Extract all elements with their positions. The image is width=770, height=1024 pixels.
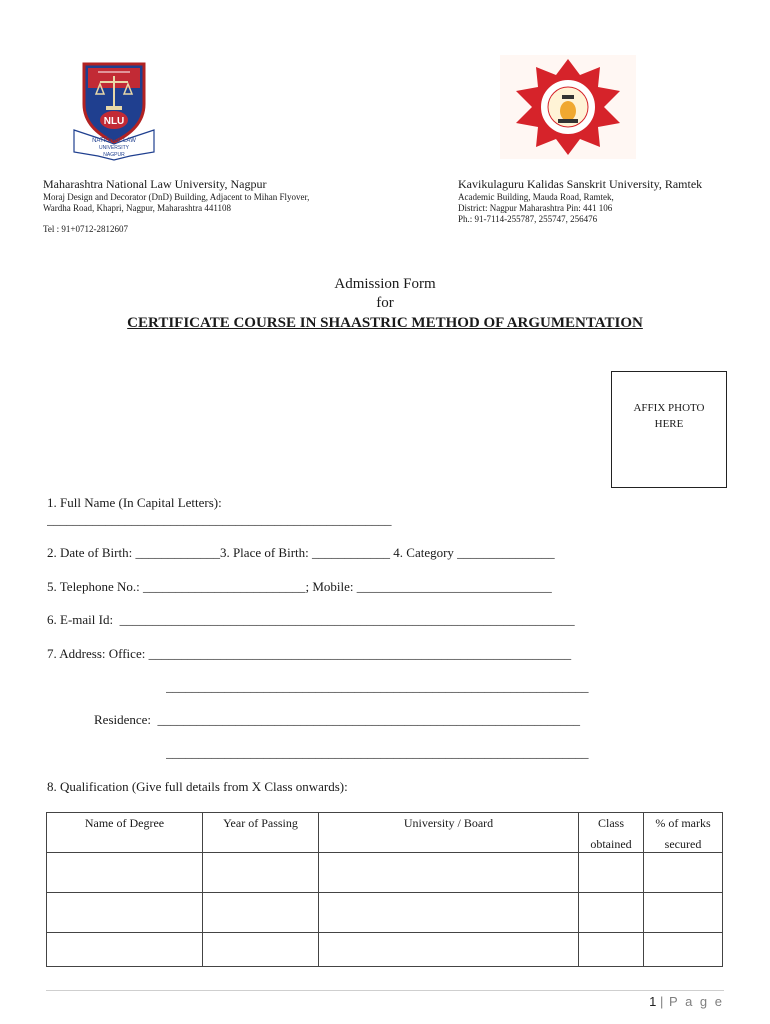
table-cell[interactable] (319, 933, 579, 967)
table-cell[interactable] (579, 893, 644, 933)
header-class-obtained: Class obtained (579, 813, 644, 853)
residence-address-line-2[interactable]: _________________________________________________________________ (166, 745, 589, 760)
right-university-phone: Ph.: 91-7114-255787, 255747, 256476 (458, 214, 598, 224)
kksu-seal-logo (500, 55, 636, 159)
table-cell[interactable] (644, 933, 723, 967)
footer-divider (46, 990, 724, 991)
table-cell[interactable] (579, 933, 644, 967)
table-cell[interactable] (47, 893, 203, 933)
header-name-of-degree: Name of Degree (47, 813, 203, 853)
form-title-for: for (376, 295, 394, 311)
left-university-address-2: Wardha Road, Khapri, Nagpur, Maharashtra 441108 (43, 203, 232, 213)
left-university-address-1: Moraj Design and Decorator (DnD) Building, Adjacent to Mihan Flyover, (43, 192, 310, 202)
header-year-of-passing: Year of Passing (203, 813, 319, 853)
svg-text:NLU: NLU (103, 116, 125, 127)
table-row (47, 933, 723, 967)
photo-label-2: HERE (654, 418, 684, 430)
table-cell[interactable] (203, 933, 319, 967)
table-cell[interactable] (644, 893, 723, 933)
table-cell[interactable] (319, 853, 579, 893)
table-cell[interactable] (203, 893, 319, 933)
residence-address-field[interactable]: Residence: _________________________________________________________________ (94, 712, 581, 727)
left-university-name: Maharashtra National Law University, Nagpur (43, 177, 267, 191)
qualification-table (46, 812, 723, 967)
table-cell[interactable] (47, 853, 203, 893)
right-university-address-2: District: Nagpur Maharashtra Pin: 441 106 (458, 203, 613, 213)
course-title: CERTIFICATE COURSE IN SHAASTRIC METHOD OF ARGUMENTATION (127, 315, 643, 331)
page-footer (649, 994, 724, 1009)
left-university-tel: Tel : 91+0712-2812607 (43, 224, 128, 234)
table-cell[interactable] (579, 853, 644, 893)
form-title: Admission Form (334, 276, 436, 292)
table-cell[interactable] (47, 933, 203, 967)
photo-label-1: AFFIX PHOTO (633, 402, 705, 414)
full-name-field[interactable]: _____________________________________________________ (47, 512, 392, 527)
table-row (47, 893, 723, 933)
svg-text:UNIVERSITY: UNIVERSITY (98, 145, 130, 151)
header-percent-marks: % of marks secured (644, 813, 723, 853)
table-cell[interactable] (319, 893, 579, 933)
affix-photo-box[interactable] (611, 371, 727, 488)
nlu-crest-logo (68, 58, 160, 162)
header-university-board: University / Board (319, 813, 579, 853)
page-number: 1 (649, 994, 657, 1009)
office-address-field[interactable]: 7. Address: Office: _________________________________________________________________ (47, 646, 572, 661)
page-word: P a g e (669, 994, 724, 1009)
email-field[interactable]: 6. E-mail Id: ______________________________________________________________________ (47, 612, 575, 627)
dob-place-category-row[interactable]: 2. Date of Birth: _____________3. Place of Birth: ____________ 4. Category _______________ (47, 545, 555, 560)
page-separator: | (660, 994, 666, 1009)
right-university-address-1: Academic Building, Mauda Road, Ramtek, (458, 192, 614, 202)
svg-text:NAGPUR: NAGPUR (103, 152, 125, 158)
office-address-line-2[interactable]: _________________________________________________________________ (166, 679, 589, 694)
telephone-mobile-row[interactable]: 5. Telephone No.: _________________________; Mobile: ______________________________ (47, 579, 552, 594)
table-header-row (47, 813, 723, 853)
svg-text:NATIONAL LAW: NATIONAL LAW (92, 138, 136, 144)
full-name-label: 1. Full Name (In Capital Letters): (47, 495, 222, 510)
table-row (47, 853, 723, 893)
table-cell[interactable] (644, 853, 723, 893)
table-cell[interactable] (203, 853, 319, 893)
qualification-label: 8. Qualification (Give full details from X Class onwards): (47, 779, 348, 794)
right-university-name: Kavikulaguru Kalidas Sanskrit University, Ramtek (458, 177, 703, 191)
